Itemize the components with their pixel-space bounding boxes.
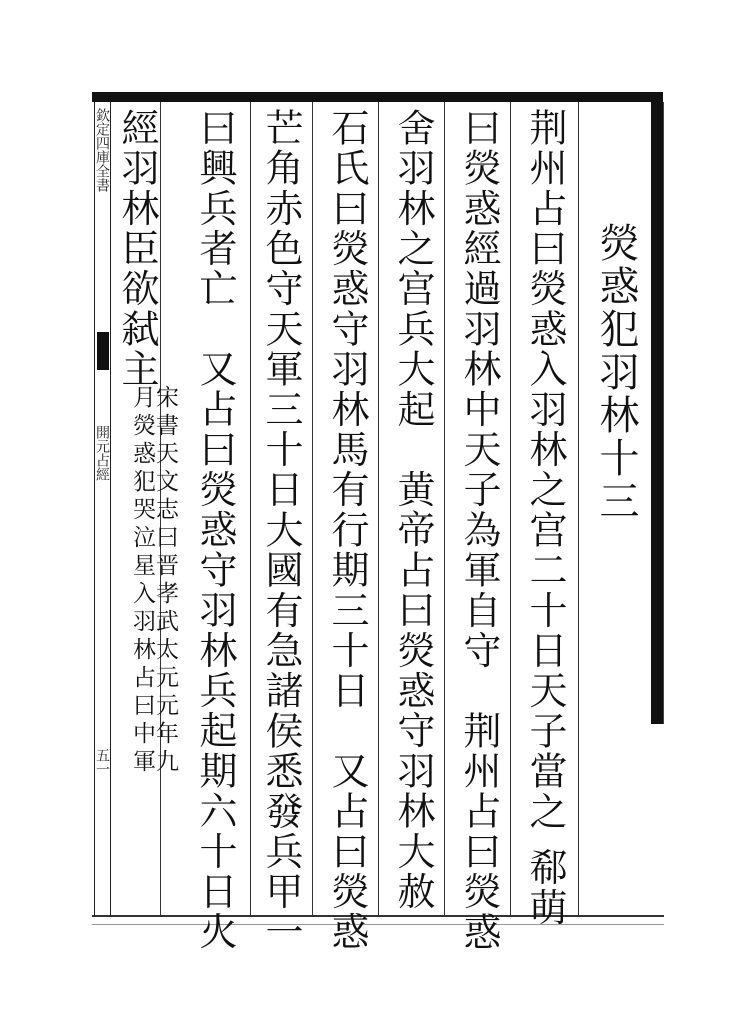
bottom-border-rule — [92, 915, 664, 917]
text-column-main: 芒角赤色守天軍三十日大國有急諸侯悉發兵甲一 — [259, 108, 303, 953]
text-column-7 — [115, 108, 159, 390]
text-column-3 — [391, 108, 435, 912]
page-number: 五一 — [94, 748, 110, 776]
column-divider — [444, 102, 445, 915]
text-column-main: 經羽林臣欲弑主 — [115, 108, 159, 390]
text-column-4 — [325, 108, 369, 952]
gutter-book-title: 欽定四庫全書 — [94, 108, 110, 192]
text-column-6 — [193, 108, 237, 952]
annotation-right-line: 宋書天文志曰晋孝武太元元年九 — [152, 385, 178, 777]
text-column-main: 荆州占曰熒惑入羽林之宫二十日天子當之 — [523, 108, 567, 832]
section-heading: 熒惑犯羽林十三 — [593, 222, 639, 523]
left-edge-line — [94, 102, 95, 917]
column-divider — [250, 102, 251, 915]
text-column-tail: 又占曰熒惑 — [325, 751, 369, 952]
gutter-book-subtitle: 開元占經 — [94, 425, 110, 481]
text-column-1 — [523, 108, 567, 929]
text-column-tail: 黄帝占曰熒惑守羽林大赦 — [391, 469, 435, 912]
gutter-divider — [110, 102, 111, 917]
text-column-main: 石氏曰熒惑守羽林馬有行期三十日 — [325, 108, 369, 711]
fish-tail-mark — [97, 332, 109, 370]
text-column-5 — [259, 108, 303, 953]
column-divider — [510, 102, 511, 915]
top-border-rule — [92, 92, 662, 102]
annotation-left-line: 月熒惑犯哭泣星入羽林占曰中軍 — [129, 385, 155, 777]
text-column-tail: 荆州占曰熒惑 — [457, 710, 501, 953]
text-column-main: 舍羽林之宫兵大起 — [391, 108, 435, 430]
text-column-2 — [457, 108, 501, 953]
text-column-tail: 郗萌 — [523, 847, 567, 929]
bottom-edge-line — [92, 924, 664, 925]
text-column-main: 曰熒惑經過羽林中天子為軍自守 — [457, 108, 501, 671]
column-divider — [378, 102, 379, 915]
text-column-tail: 又占曰熒惑守羽林兵起期六十日火 — [193, 349, 237, 952]
right-border-bar — [651, 92, 663, 724]
right-edge-line — [663, 102, 664, 724]
text-column-main: 曰興兵者亡 — [193, 108, 237, 309]
column-divider — [312, 102, 313, 915]
column-divider — [578, 102, 579, 915]
